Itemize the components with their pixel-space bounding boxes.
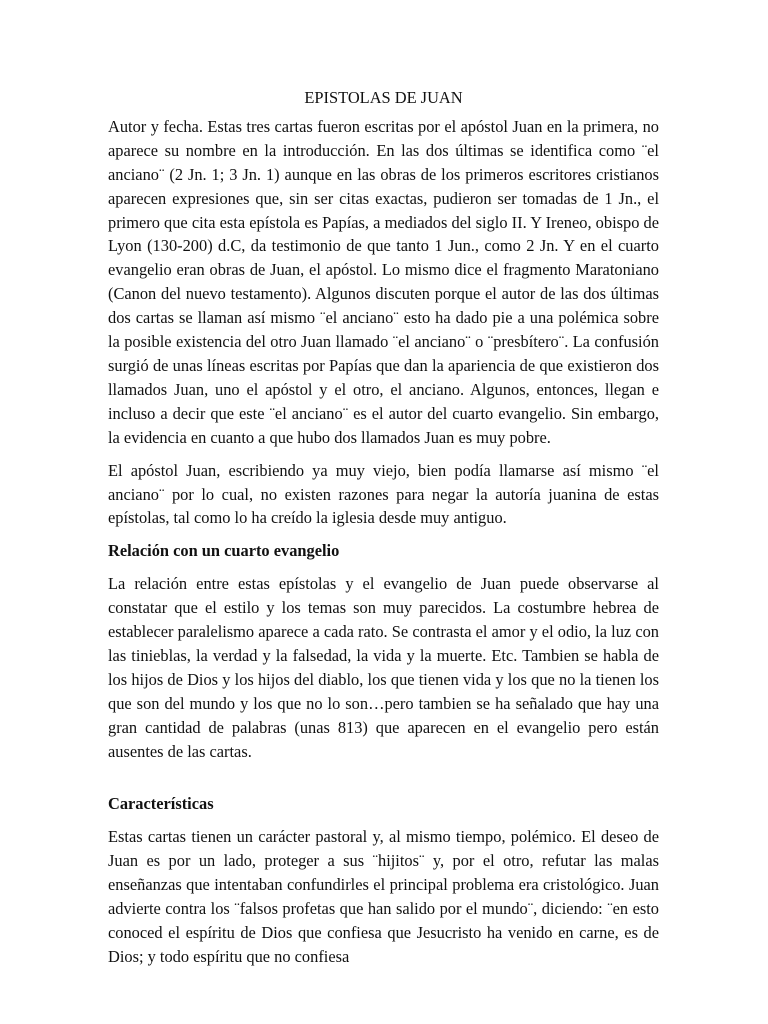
- paragraph-author-date: Autor y fecha. Estas tres cartas fueron escritas por el apóstol Juan en la primera, no aparece su nombre en la introducción. En las dos últimas se identifica como ¨el anciano¨ (2 Jn. 1; 3 Jn. 1) aunque en las obras de los primeros escritores cristianos aparecen expresiones que, sin ser citas exactas, pudieron ser tomadas de 1 Jn., el primero que cita esta epístola es Papías, a mediados del siglo II. Y Ireneo, obispo de Lyon (130-200) d.C, da testimonio de que tanto 1 Jun., como 2 Jn. Y en el cuarto evangelio eran obras de Juan, el apóstol. Lo mismo dice el fragmento Maratoniano (Canon del nuevo testamento). Algunos discuten porque el autor de las dos últimas dos cartas se llaman así mismo ¨el anciano¨ esto ha dado pie a una polémica sobre la posible existencia del otro Juan llamado ¨el anciano¨ o ¨presbítero¨. La confusión surgió de unas líneas escritas por Papías que dan la apariencia de que existieron dos llamados Juan, uno el apóstol y el otro, el anciano. Algunos, entonces, llegan e incluso a decir que este ¨el anciano¨ es el autor del cuarto evangelio. Sin embargo, la evidencia en cuanto a que hubo dos llamados Juan es muy pobre.: [108, 116, 659, 447]
- document-page: [108, 80, 659, 978]
- document-title: EPISTOLAS DE JUAN: [304, 88, 463, 107]
- section-heading-relation: Relación con un cuarto evangelio: [108, 541, 340, 561]
- paragraph-relation-gospel: La relación entre estas epístolas y el evangelio de Juan puede observarse al constatar que el estilo y los temas son muy parecidos. La costumbre hebrea de establecer paralelismo aparece a cada rato. Se contrasta el amor y el odio, la luz con las tinieblas, la verdad y la falsedad, la vida y la muerte. Etc. Tambien se habla de los hijos de Dios y los hijos del diablo, los que tienen vida y los que no la tienen los que son del mundo y los que no lo son…pero tambien se ha señalado que hay una gran cantidad de palabras (unas 813) que aparecen en el evangelio pero están ausentes de las cartas.: [108, 574, 659, 761]
- paragraph-characteristics: Estas cartas tienen un carácter pastoral y, al mismo tiempo, polémico. El deseo de Juan es por un lado, proteger a sus ¨hijitos¨ y, por el otro, refutar las malas enseñanzas que intentaban confundirles el principal problema era cristológico. Juan advierte contra los ¨falsos profetas que han salido por el mundo¨, diciendo: ¨en esto conoced el espíritu de Dios que confiesa que Jesucristo ha venido en carne, es de Dios; y todo espíritu que no confiesa: [108, 827, 659, 966]
- section-heading-characteristics: Características: [108, 794, 214, 814]
- paragraph-apostle-elder: El apóstol Juan, escribiendo ya muy viejo, bien podía llamarse así mismo ¨el anciano¨ por lo cual, no existen razones para negar la autoría juanina de estas epístolas, tal como lo ha creído la iglesia desde muy antiguo.: [108, 460, 659, 528]
